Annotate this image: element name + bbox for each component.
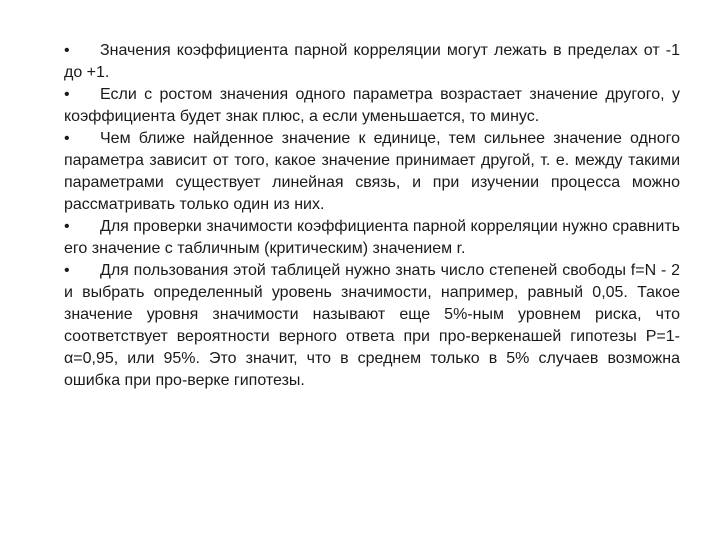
bullet-text: Для проверки значимости коэффициента парной корреляции нужно сравнить его значение с табличным (критическим) значением r. <box>64 218 680 257</box>
bullet-icon: • <box>64 218 70 235</box>
bullet-item-sign <box>64 84 680 128</box>
bullet-icon: • <box>64 130 70 147</box>
bullet-icon: • <box>64 86 70 103</box>
bullet-item-significance <box>64 216 680 260</box>
bullet-text: Значения коэффициента парной корреляции могут лежать в пределах от -1 до +1. <box>64 42 680 81</box>
bullet-icon: • <box>64 42 70 59</box>
bullet-item-strength <box>64 128 680 216</box>
bullet-text: Если с ростом значения одного параметра возрастает значение другого, у коэффициента будет знак плюс, а если уменьшается, то минус. <box>64 86 680 125</box>
bullet-list <box>64 40 680 392</box>
bullet-item-degrees-of-freedom <box>64 260 680 392</box>
bullet-icon: • <box>64 262 70 279</box>
bullet-item-range <box>64 40 680 84</box>
bullet-text: Для пользования этой таблицей нужно знать число степеней свободы f=N - 2 и выбрать определенный уровень значимости, например, равный 0,05. Такое значение уровня значимости называют еще 5%-ным уровнем риска, что соответствует вероятности верного ответа при про-веркенашей гипотезы P=1-α=0,95, или 95%. Это значит, что в среднем только в 5% случаев возможна ошибка при про-верке гипотезы. <box>64 262 680 389</box>
bullet-text: Чем ближе найденное значение к единице, тем сильнее значение одного параметра зависит от того, какое значение принимает другой, т. е. между такими параметрами существует линейная связь, и при изучении процесса можно рассматривать только один из них. <box>64 130 680 213</box>
